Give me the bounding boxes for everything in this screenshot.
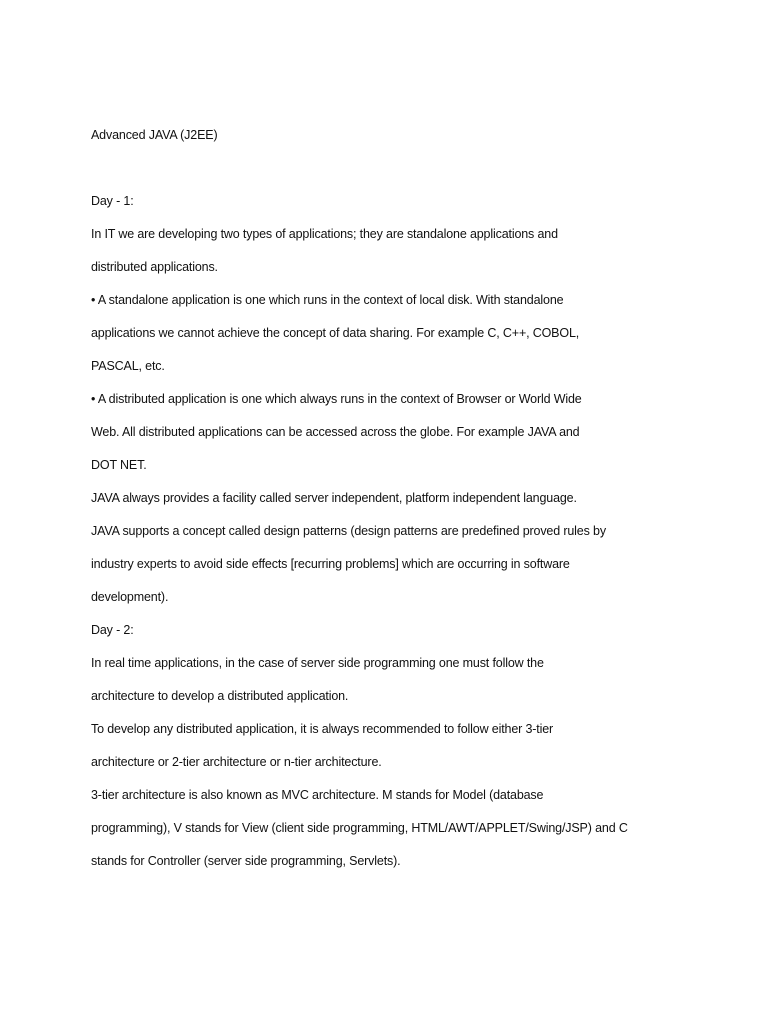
bullet-line: • A distributed application is one which always runs in the context of Browser or World Wide bbox=[91, 392, 582, 406]
paragraph-line: distributed applications. bbox=[91, 260, 218, 274]
paragraph-line: Web. All distributed applications can be accessed across the globe. For example JAVA and bbox=[91, 425, 580, 439]
paragraph-line: DOT NET. bbox=[91, 458, 147, 472]
paragraph-line: In real time applications, in the case of server side programming one must follow the bbox=[91, 656, 544, 670]
paragraph-line: architecture to develop a distributed application. bbox=[91, 689, 349, 703]
paragraph-line: In IT we are developing two types of applications; they are standalone applications and bbox=[91, 227, 558, 241]
paragraph-line: 3-tier architecture is also known as MVC architecture. M stands for Model (database bbox=[91, 788, 544, 802]
paragraph-line: stands for Controller (server side programming, Servlets). bbox=[91, 854, 401, 868]
paragraph-line: architecture or 2-tier architecture or n-tier architecture. bbox=[91, 755, 382, 769]
paragraph-line: PASCAL, etc. bbox=[91, 359, 165, 373]
paragraph-line: industry experts to avoid side effects [recurring problems] which are occurring in software bbox=[91, 557, 570, 571]
day-1-heading: Day - 1: bbox=[91, 194, 134, 208]
paragraph-line: programming), V stands for View (client side programming, HTML/AWT/APPLET/Swing/JSP) and C bbox=[91, 821, 628, 835]
day-2-heading: Day - 2: bbox=[91, 623, 134, 637]
paragraph-line: JAVA supports a concept called design patterns (design patterns are predefined proved rules by bbox=[91, 524, 606, 538]
bullet-line: • A standalone application is one which runs in the context of local disk. With standalone bbox=[91, 293, 564, 307]
document-title: Advanced JAVA (J2EE) bbox=[91, 128, 218, 142]
paragraph-line: To develop any distributed application, it is always recommended to follow either 3-tier bbox=[91, 722, 554, 736]
paragraph-line: JAVA always provides a facility called server independent, platform independent language. bbox=[91, 491, 577, 505]
paragraph-line: development). bbox=[91, 590, 169, 604]
paragraph-line: applications we cannot achieve the concept of data sharing. For example C, C++, COBOL, bbox=[91, 326, 580, 340]
